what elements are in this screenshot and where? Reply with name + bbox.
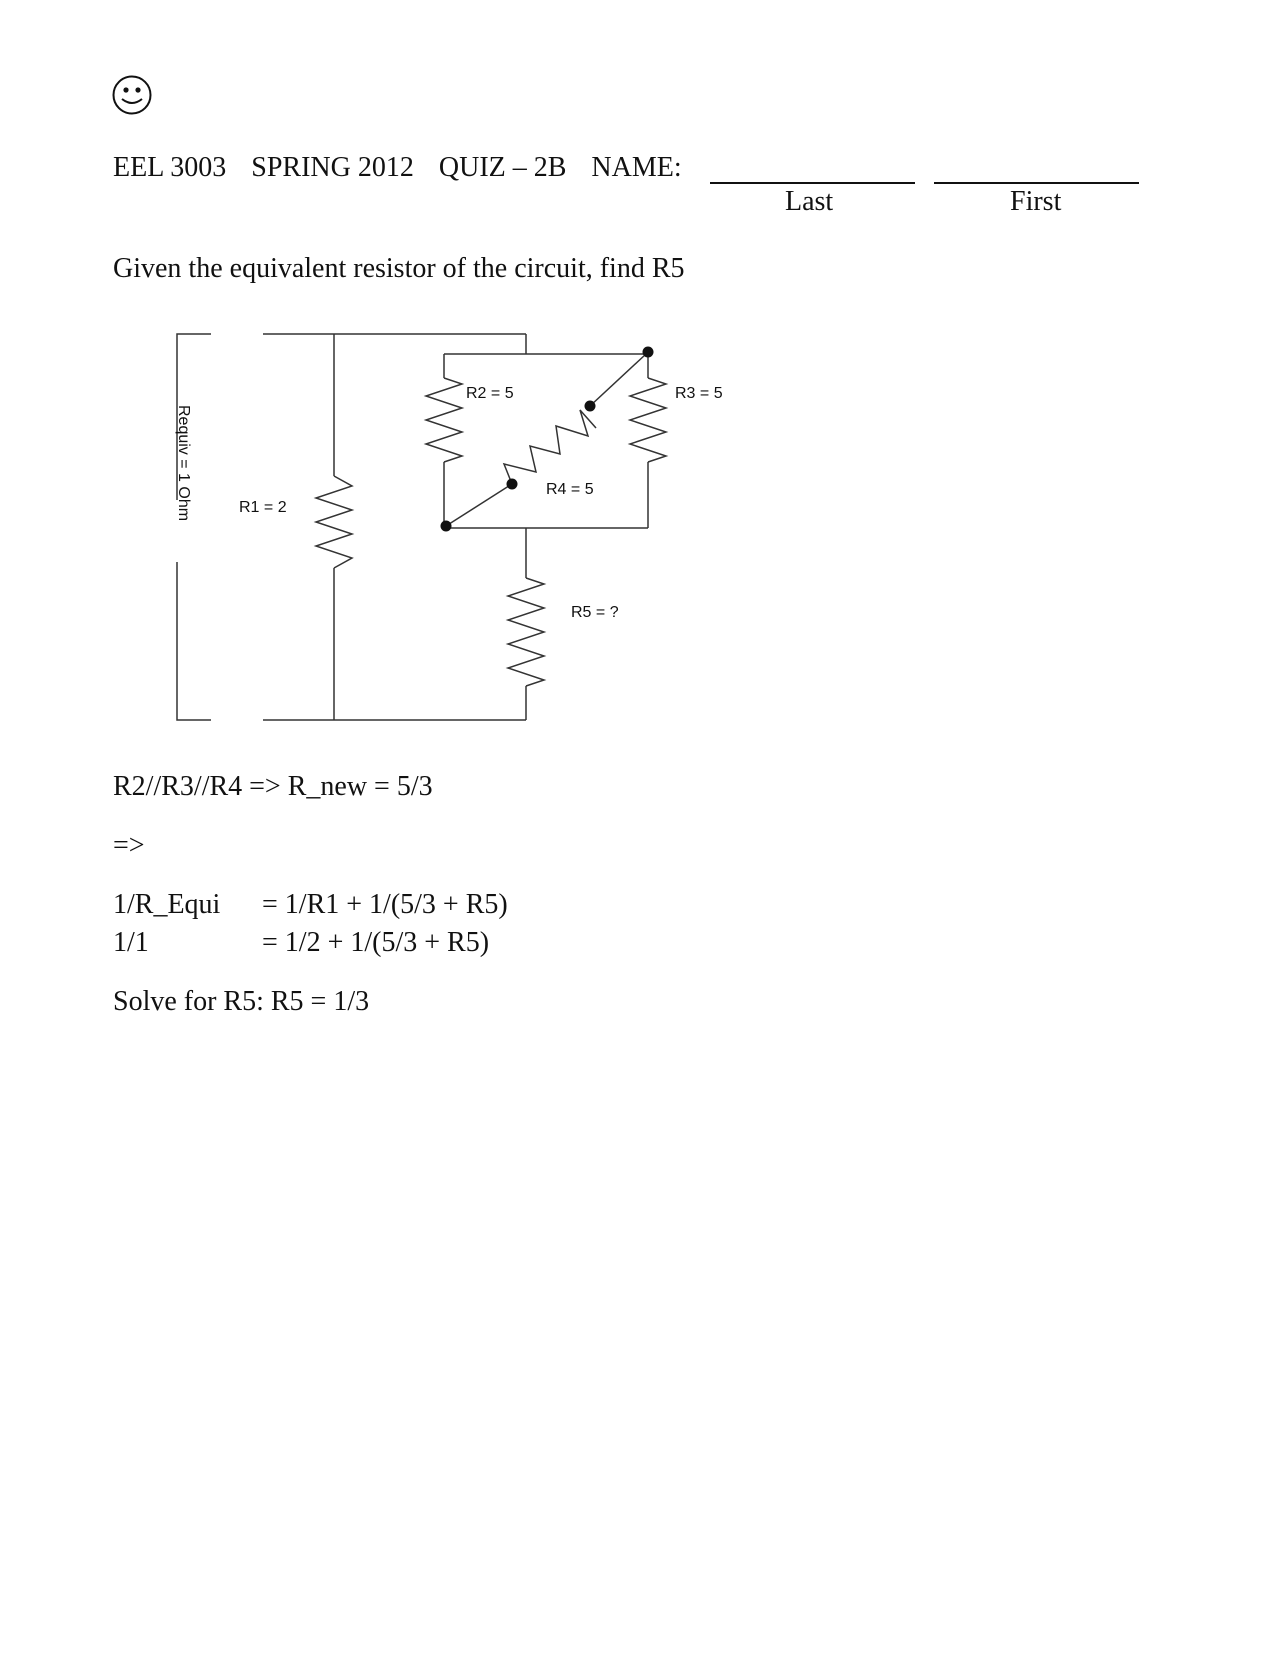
r3-label: R3 = 5 [675, 385, 723, 402]
solution-arrow: => [113, 830, 145, 861]
name-label: NAME: [591, 152, 682, 183]
node-dot [507, 479, 518, 490]
term: SPRING 2012 [251, 152, 414, 183]
node-dot [643, 347, 654, 358]
quiz-title: QUIZ – 2B [438, 152, 567, 183]
node-dot [585, 401, 596, 412]
r4-resistor [504, 410, 596, 484]
equation-1-right: = 1/R1 + 1/(5/3 + R5) [262, 889, 508, 920]
r4-label: R4 = 5 [546, 481, 594, 498]
r3-resistor [630, 378, 666, 462]
r2-resistor [426, 378, 462, 462]
equation-2-left: 1/1 [113, 927, 149, 958]
r1-resistor [316, 476, 352, 568]
solution-answer: Solve for R5: R5 = 1/3 [113, 986, 370, 1017]
r4-wire-lower [446, 484, 512, 526]
last-name-caption: Last [785, 186, 834, 217]
r5-resistor [508, 578, 544, 686]
r2-label: R2 = 5 [466, 385, 514, 402]
equation-1-left: 1/R_Equi [113, 889, 221, 920]
node-dot [441, 521, 452, 532]
solution-step1: R2//R3//R4 => R_new = 5/3 [113, 771, 433, 802]
r1-label: R1 = 2 [239, 499, 287, 516]
problem-statement: Given the equivalent resistor of the circuit, find R5 [113, 253, 685, 284]
circuit-diagram [0, 0, 1280, 760]
r5-label: R5 = ? [571, 604, 619, 621]
course-code: EEL 3003 [113, 152, 227, 183]
requiv-bracket-bottom [177, 562, 211, 720]
equation-2-right: = 1/2 + 1/(5/3 + R5) [262, 927, 490, 958]
requiv-label: Requiv = 1 Ohm [175, 405, 192, 522]
first-name-caption: First [1010, 186, 1062, 217]
